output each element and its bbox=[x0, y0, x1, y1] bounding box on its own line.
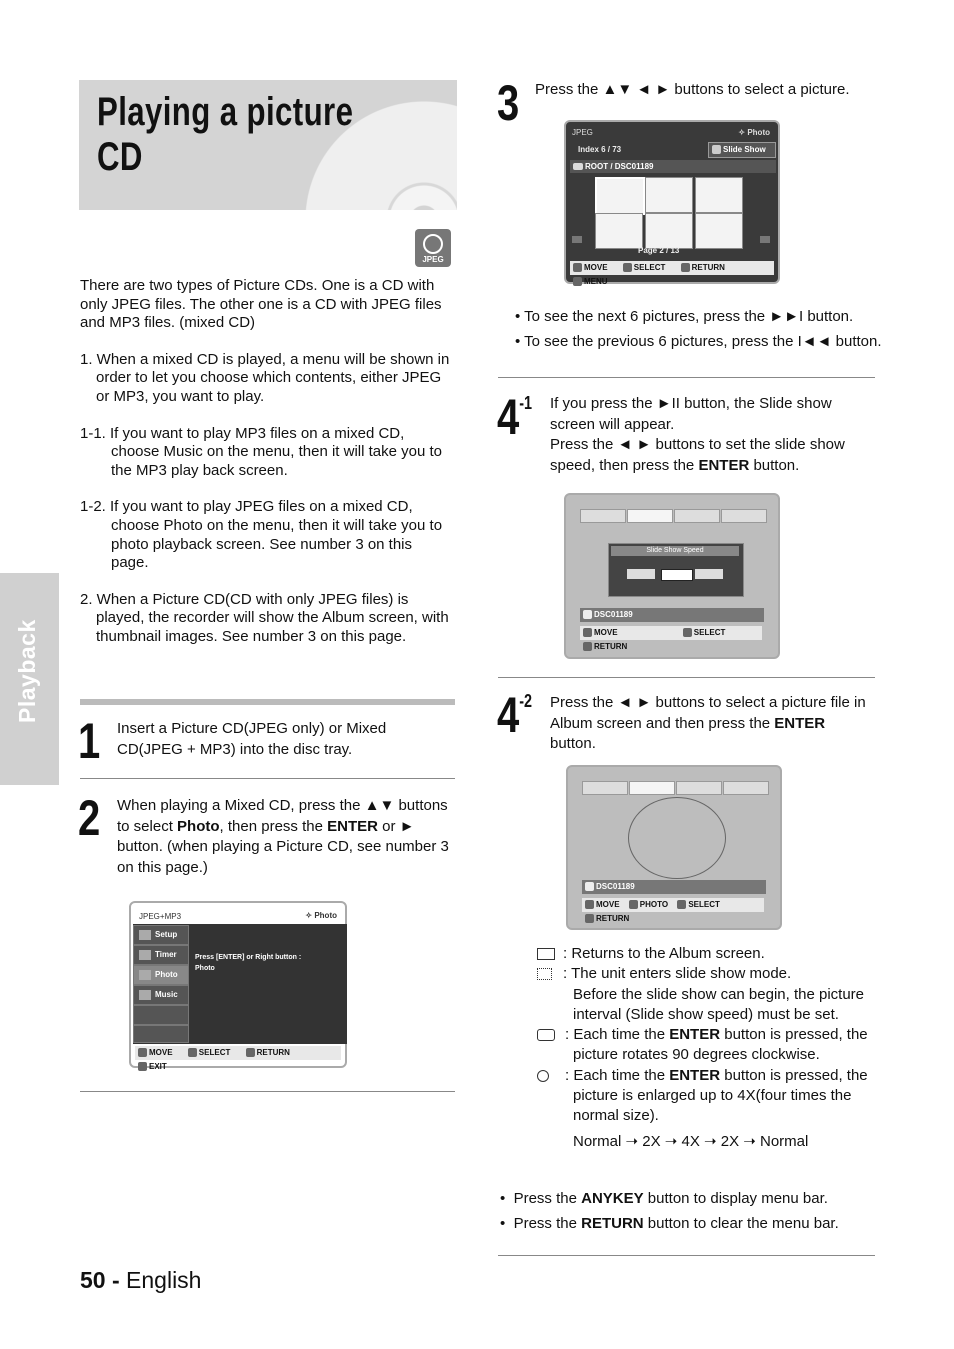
legend-slideshow: : The unit enters slide show mode. bbox=[537, 964, 875, 984]
intro-item-1-1: 1-1. If you want to play MP3 files on a mixed CD, choose Music on the menu, then it will take you to the MP3 play back screen. bbox=[80, 424, 443, 479]
intro-item-1: 1. When a mixed CD is played, a menu will be shown in order to let you choose which contents, either JPEG or MP3, you want to play. bbox=[80, 350, 450, 405]
step-3-text: Press the ▲▼ ◄ ► buttons to select a picture. bbox=[535, 81, 850, 98]
album-tool-icon[interactable] bbox=[582, 781, 628, 795]
step-number: 2 bbox=[78, 790, 101, 846]
bullet-prev: • To see the previous 6 pictures, press the I◄◄ button. bbox=[515, 333, 882, 350]
page-language: English bbox=[126, 1267, 202, 1293]
jpeg-disc-icon: JPEG bbox=[415, 229, 451, 267]
flower-image bbox=[628, 797, 726, 879]
divider bbox=[498, 377, 875, 378]
intro-text bbox=[80, 277, 452, 647]
icon-legend bbox=[537, 944, 875, 1152]
rotate-tool-icon[interactable] bbox=[674, 509, 720, 523]
section-tab-label: Playback bbox=[14, 619, 40, 723]
final-notes bbox=[500, 1189, 875, 1234]
thumbnail[interactable] bbox=[595, 213, 643, 249]
slideshow-tool-icon[interactable] bbox=[627, 509, 673, 523]
rotate-icon bbox=[537, 1029, 555, 1041]
thumbnail[interactable] bbox=[695, 213, 743, 249]
step-number: 1 bbox=[78, 713, 101, 769]
rotate-tool-icon[interactable] bbox=[676, 781, 722, 795]
thumbnail[interactable] bbox=[645, 177, 693, 213]
menu-item-empty bbox=[133, 1005, 189, 1025]
speed-normal-button[interactable] bbox=[661, 569, 693, 581]
step-1-text: Insert a Picture CD(JPEG only) or Mixed CD(JPEG + MP3) into the disc tray. bbox=[117, 720, 387, 758]
index-counter: Index 6 / 73 bbox=[578, 145, 622, 154]
screen-footer: MOVE SELECT RETURN EXIT bbox=[135, 1046, 341, 1060]
speed-slow-button[interactable] bbox=[627, 569, 655, 579]
thumbnail[interactable] bbox=[645, 213, 693, 249]
zoom-tool-icon[interactable] bbox=[723, 781, 769, 795]
title-banner bbox=[79, 80, 457, 210]
prev-page-icon[interactable] bbox=[572, 236, 582, 243]
screen-footer: MOVE SELECT RETURN bbox=[580, 626, 762, 640]
legend-slideshow-note: Before the slide show can begin, the picture interval (Slide show speed) must be set. bbox=[573, 985, 865, 1023]
legend-zoom: : Each time the ENTER button is pressed, the picture is enlarged up to 4X(four times the normal size). bbox=[537, 1066, 875, 1127]
file-bar: DSC01189 bbox=[580, 608, 764, 622]
step-2-text: When playing a Mixed CD, press the ▲▼ buttons to select Photo, then press the ENTER or ► button. (when playing a Picture CD, see number 3 on this page.) bbox=[117, 797, 449, 876]
step-4-1-text: If you press the ►II button, the Slide show screen will appear. Press the ◄ ► buttons to set the slide show speed, then press the ENTER button. bbox=[550, 395, 845, 474]
page-footer bbox=[80, 1267, 201, 1294]
photo-view-screen bbox=[566, 765, 782, 930]
page-number: 50 - bbox=[80, 1267, 120, 1293]
screen-mode-right: ✧ Photo bbox=[305, 911, 337, 920]
screen-mode-label: JPEG+MP3 bbox=[139, 912, 182, 921]
slideshow-tool-icon[interactable] bbox=[629, 781, 675, 795]
step-4-2-text: Press the ◄ ► buttons to select a picture file in Album screen and then press the ENTER button. bbox=[550, 694, 866, 752]
album-screen bbox=[564, 120, 780, 284]
next-page-icon[interactable] bbox=[760, 236, 770, 243]
menu-item-music[interactable]: Music bbox=[133, 985, 189, 1005]
menu-panel bbox=[133, 924, 347, 1044]
menu-message: Press [ENTER] or Right button : Photo bbox=[195, 954, 302, 972]
menu-item-setup[interactable]: Setup bbox=[133, 925, 189, 945]
page-title: Playing a picture CD bbox=[97, 90, 354, 179]
zoom-sequence: Normal ➝ 2X ➝ 4X ➝ 2X ➝ Normal bbox=[573, 1132, 809, 1150]
screen-mode-label: JPEG bbox=[572, 128, 593, 137]
zoom-icon bbox=[537, 1070, 549, 1082]
album-tool-icon[interactable] bbox=[580, 509, 626, 523]
intro-paragraph: There are two types of Picture CDs. One is a CD with only JPEG files. The other one is a CD with JPEG files and MP3 files. (mixed CD) bbox=[80, 277, 442, 332]
speed-dialog-title: Slide Show Speed bbox=[611, 546, 739, 556]
toolbar bbox=[580, 509, 766, 525]
menu-item-timer[interactable]: Timer bbox=[133, 945, 189, 965]
file-bar: DSC01189 bbox=[582, 880, 766, 894]
page-counter: Page 2 / 13 bbox=[638, 246, 680, 255]
screen-footer: MOVE SELECT RETURN MENU bbox=[570, 261, 774, 275]
section-tab bbox=[0, 573, 59, 785]
intro-item-2: 2. When a Picture CD(CD with only JPEG files) is played, the recorder will show the Album screen, with thumbnail images. See number 3 on this page. bbox=[80, 590, 449, 645]
menu-item-photo[interactable]: Photo bbox=[133, 965, 189, 985]
speed-fast-button[interactable] bbox=[695, 569, 723, 579]
step-number: $4^{-1}$ bbox=[497, 389, 533, 445]
step-3-bullets bbox=[515, 307, 885, 352]
slide-show-button[interactable]: Slide Show bbox=[708, 142, 776, 158]
album-icon bbox=[537, 948, 555, 960]
slideshow-icon bbox=[537, 968, 552, 980]
legend-rotate: : Each time the ENTER button is pressed, the picture rotates 90 degrees clockwise. bbox=[537, 1025, 875, 1066]
menu-item-empty bbox=[133, 1025, 189, 1043]
toolbar bbox=[582, 781, 768, 797]
intro-item-1-2: 1-2. If you want to play JPEG files on a mixed CD, choose Photo on the menu, then it will take you to photo playback screen. See number 3 on this page. bbox=[80, 498, 443, 572]
thumbnail[interactable] bbox=[595, 177, 645, 215]
folder-path: ROOT / DSC01189 bbox=[570, 160, 776, 173]
thumbnail[interactable] bbox=[695, 177, 743, 213]
note-return: • Press the RETURN button to clear the menu bar. bbox=[500, 1215, 839, 1232]
legend-album: : Returns to the Album screen. bbox=[537, 944, 875, 964]
step-number: $4^{-2}$ bbox=[497, 687, 533, 743]
divider bbox=[80, 1091, 455, 1092]
divider bbox=[498, 677, 875, 678]
screen-mode-right: ✧ Photo bbox=[738, 128, 770, 137]
speed-dialog bbox=[608, 543, 744, 597]
slide-speed-screen bbox=[564, 493, 780, 659]
menu-screen bbox=[129, 901, 347, 1071]
zoom-tool-icon[interactable] bbox=[721, 509, 767, 523]
divider bbox=[80, 778, 455, 779]
step-number: 3 bbox=[497, 75, 520, 131]
divider bbox=[498, 1255, 875, 1256]
bullet-next: • To see the next 6 pictures, press the ►►I button. bbox=[515, 308, 854, 325]
screen-footer: MOVE PHOTO SELECT RETURN bbox=[582, 898, 764, 912]
note-anykey: • Press the ANYKEY button to display menu bar. bbox=[500, 1190, 828, 1207]
divider bbox=[80, 699, 455, 705]
